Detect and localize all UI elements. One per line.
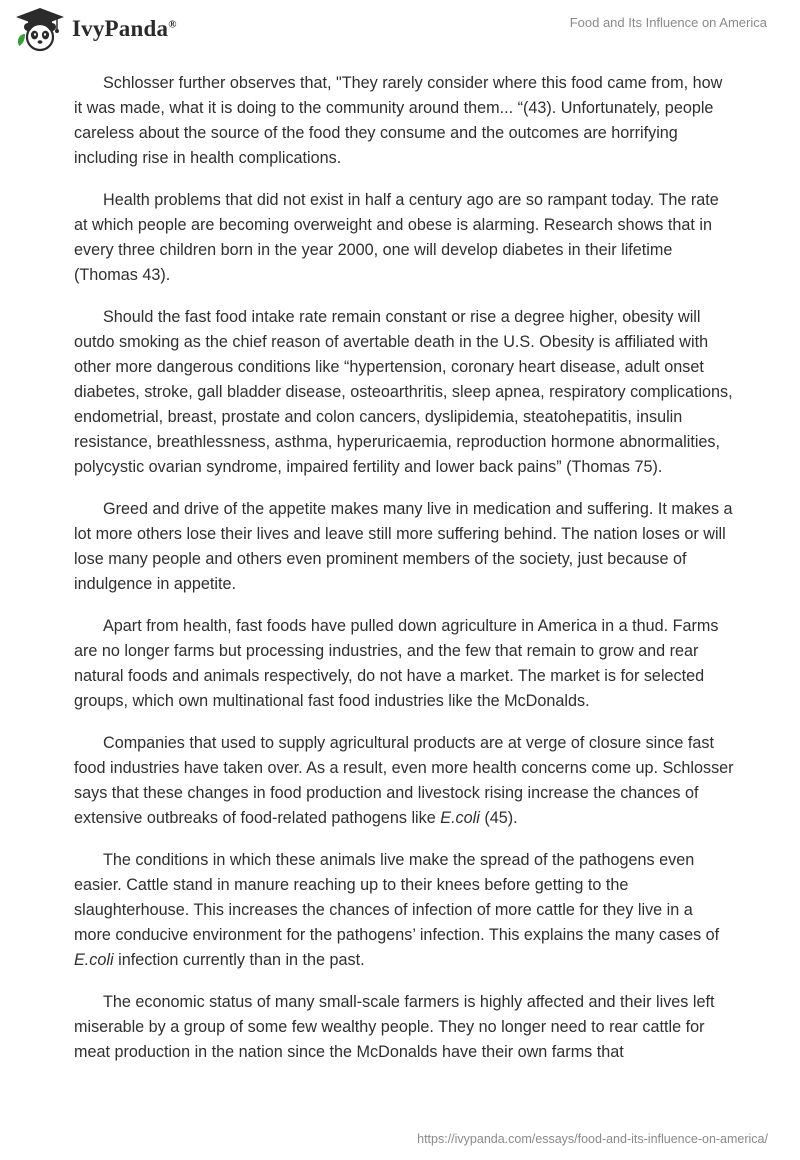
paragraph: Health problems that did not exist in half a century ago are so rampant today. The rate at which people are becoming overweight and obese is alarming. Research shows that in every three children born in the year 2000, one will develop diabetes in their lifetime (Thomas 43). <box>74 191 719 284</box>
document-title: Food and Its Influence on America <box>569 15 767 30</box>
paragraph-text: The conditions in which these animals live make the spread of the pathogens even easier. Cattle stand in manure reaching up to their knees before getting to the slaughterhouse. This increases the chances of infection of more cattle for they live in a more conducive environment for the pathogens’ infection. This explains the many cases of <box>74 851 720 944</box>
italic-term: E.coli <box>74 951 114 969</box>
paragraph: The economic status of many small-scale farmers is highly affected and their lives left miserable by a group of some few wealthy people. They no longer need to rear cattle for meat production in the nation since the McDonalds have their own farms that <box>74 993 715 1061</box>
italic-term: E.coli <box>440 809 480 827</box>
paragraph-text: (45). <box>479 809 518 827</box>
brand-name: IvyPanda® <box>72 16 177 41</box>
panda-graduate-icon <box>14 6 66 52</box>
paragraph <box>74 848 734 973</box>
paragraph-text: infection currently than in the past. <box>113 951 365 969</box>
paragraph-text: Companies that used to supply agricultural products are at verge of closure since fast food industries have taken over. As a result, even more health concerns come up. Schlosser says that these changes in food production and livestock rising increase the chances of extensive outbreaks of food-related pathogens like <box>74 734 734 827</box>
paragraph: Greed and drive of the appetite makes many live in medication and suffering. It makes a lot more others lose their lives and leave still more suffering behind. The nation loses or will lose many people and others even prominent members of the society, just because of indulgence in appetite. <box>74 500 733 593</box>
paragraph: Apart from health, fast foods have pulled down agriculture in America in a thud. Farms are no longer farms but processing industries, and the few that remain to grow and rear natural foods and animals respectively, do not have a market. The market is for selected groups, which own multinational fast food industries like the McDonalds. <box>74 617 719 710</box>
essay-body <box>74 71 734 1082</box>
paragraph: Schlosser further observes that, "They rarely consider where this food came from, how it was made, what it is doing to the community around them... “(43). Unfortunately, people careless about the source of the food they consume and the outcomes are horrifying including rise in health complications. <box>74 74 723 167</box>
paragraph: Should the fast food intake rate remain constant or rise a degree higher, obesity will outdo smoking as the chief reason of avertable death in the U.S. Obesity is affiliated with other more dangerous conditions like “hypertension, coronary heart disease, adult onset diabetes, stroke, gall bladder disease, osteoarthritis, sleep apnea, respiratory complications, endometrial, breast, prostate and colon cancers, dyslipidemia, steatohepatitis, insulin resistance, breathlessness, asthma, hyperuricaemia, reproduction hormone abnormalities, polycystic ovarian syndrome, impaired fertility and lower back pains” (Thomas 75). <box>74 308 733 476</box>
page-header <box>0 0 800 70</box>
source-url[interactable]: https://ivypanda.com/essays/food-and-its-influence-on-america/ <box>417 1132 768 1146</box>
ivypanda-logo[interactable] <box>14 6 177 52</box>
paragraph <box>74 731 734 831</box>
